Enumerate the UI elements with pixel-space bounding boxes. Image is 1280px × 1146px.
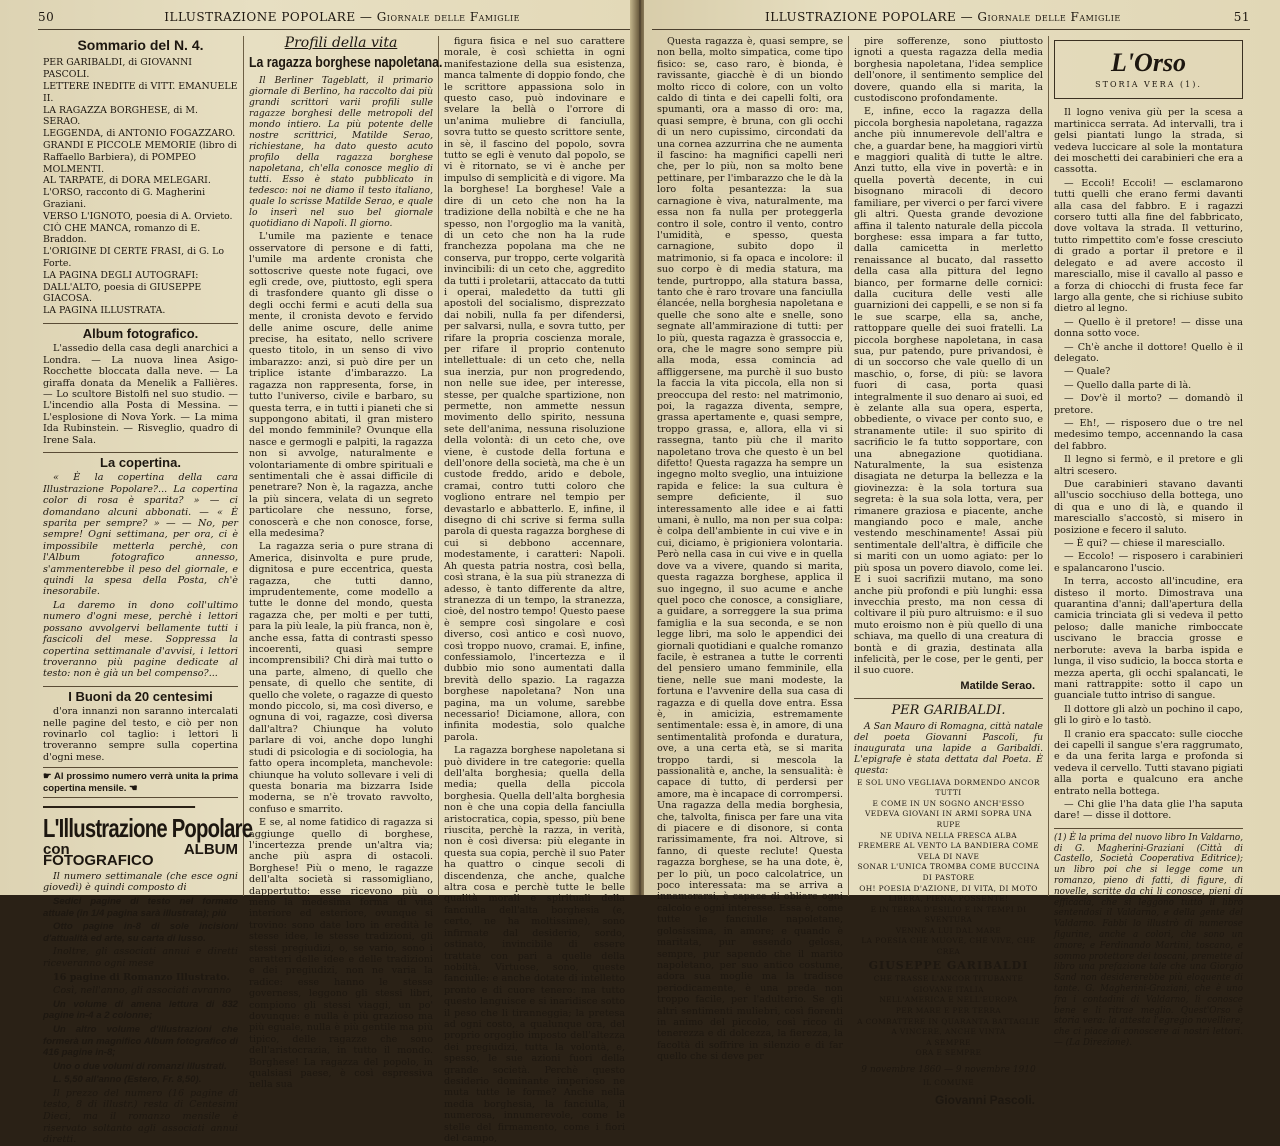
sommario-item[interactable]: LA PAGINA DEGLI AUTOGRAFI: DALL'ALTO, poesia di GIUSEPPE GIACOSA.: [43, 269, 202, 305]
sommario-item[interactable]: AL TARPATE, di DORA MELEGARI.: [43, 175, 211, 187]
article-paragraph: La ragazza borghese napoletana si può dividere in tre categorie: quella dell'alta borghesia; quella della media; quella della piccola borghesia. Quella dell'alta borghesia non è che una copia della fanciulla aristocratica, copia, spesso, più bene riuscita, perchè la razza, in verità, non è così diversa: più elegante in questa sua copia, perchè il suo Pater ha quattro o cinque secoli di discendenza, che anche, qualche altra cosa e perchè tutte le belle qualità morali e spirituali della fanciulla dell'alta borghesia (e, certo, ne ha moltissime), sono infirmate dal desiderio, sordo, ostinato, invincibile di essere trattate con pari a quelle della nobiltà. Virtuose, sono, queste fanciulle: e anche dotate di intelletto pronto e di cuore tenero: ma tutto questo languisce e si inaridisce sotto il peso che li tiranneggia; la pretesa ad ogni costo, a qualunque ora, del proprio orgoglio imposto dell'altezza dei pregiudizi, tutta la volontà, e, spesso, le sue azioni fuori della grande società. Perchè questo desiderio dominante imperioso ne muta tutte le forme? Anche nella media borghesia, la fanciulla, il numerosa, innumerevole, come le stelle del firmamento, come i fiori del campo,: [444, 745, 625, 1144]
story-paragraph: — Chi glie l'ha data glie l'ha saputa dare! — disse il dottore.: [1054, 798, 1243, 822]
story-paragraph: Due carabinieri stavano davanti all'uscio socchiuso della bottega, uno di qua e uno di là, e quando il maresciallo s'accostò, si misero in posizione e fecero il saluto.: [1054, 479, 1243, 536]
ad-line: Sedici pagine di testo nel formato attuale (in 1/4 pagina sarà illustrata); più: [43, 895, 238, 919]
story-paragraph: In terra, accosto all'incudine, era disteso il morto. Dimostrava una quarantina d'anni; dall'apertura della camicia trinciata gli si vedeva il petto peloso; dalle maniche rimboccate uscivano le braccia grosse e nerborute: aveva la barba ispida e lunga, il viso sudicio, la bocca storta e mezza aperta, gli occhi spalancati, le mani rattrappite: sotto il capo un guanciale tutto intriso di sangue.: [1054, 576, 1243, 702]
ad-line: Il numero settimanale (che esce ogni giovedì) è quindi composto di: [43, 870, 238, 894]
right-column-1: [652, 36, 848, 1063]
story-paragraph: Il dottore gli alzò un pochino il capo, gli lo girò e lo tastò.: [1054, 703, 1243, 727]
article-paragraph: E, infine, ecco la ragazza della piccola borghesia napoletana, ragazza anche più innumerevole dell'altra e che, a guardar bene, ha maggiori virtù e maggiori qualità di tutte le altre. Anzi tutto, ella vive in povertà: e in quella povertà decente, in cui bisognano miracoli di decoro familiare, per viverci o per farci vivere gli altri. Questa grande devozione affina il talento naturale della piccola borghese: essa impara a far tutto, dalla camicetta in merletto renaissance al bucato, dal rassetto della casa alla pittura del legno bianco, per formarne delle cornici: dalla cucitura delle vesti alle guarnizioni dei cappelli, e se non si fa le sue scarpe, ella sa, anche, rattoppare quelle dei suoi fratelli. La piccola borghese napoletana, in casa sua, pur patendo, pure privandosi, è di un soccorso che vale quello di un maschio, o, forse, di più: se lavora fuori di casa, porta quasi integralmente il suo denaro ai suoi, ed è zelante alla sua opera, esperta, obbediente, o vivace per conto suo, e stranamente utile: il suo spirito di sacrificio le fa tutto sopportare, con una abnegazione quotidiana. Naturalmente, la sua esistenza disagiata ne deturpa la bellezza e la giovinezza: è la sola tortura sua segreta: è la sua sola lotta, vera, per rimanere graziosa e piacente, anche mangiando poco e male, anche vestendo meschinamente! Assai più sentimentale dell'altra, è difficile che si mariti con un uomo agiato: per lo più sposa un povero diavolo, come lei. E i suoi sacrifizii mutano, ma sono anche più profondi e più lunghi: essa invecchia presto, ma non cessa di coltivare il più puro altruismo: e il suo muto eroismo non è più quello di una schiava, ma quello di una creatura di bontà e di grazia, destinata alla infelicità, per le cose, per le genti, per il suo cuore.: [854, 106, 1043, 677]
story-footnote: (1) È la prima del nuovo libro In Valdarno, di G. Magherini-Graziani (Città di Castello, Società Cooperativa Editrice); un libro poi che si legge come un romanzo, pieno di fatti, di figure, di novelle, scritte da chi li conosce, pieni di efficacia, che si leggono tutto il libro sentendosi il Valdarno, e della gente del Valdarno. Fabbi lo illustrò di numerose figurine, anche a colori, che sono un amore; e Ferdinando Martini, toscano, e sommo protettore dei toscani, premette al libro una prefazione tale che una Giorgio Sand non desidererebbe più eloquente di tante. G. Magherini-Graziani, che è uno fra i contadini di Valdarno, li conosce bene e li ritrae meglio. Quest'Orso è storia vera: la attesta l'egregio novelliere, che ci piace di conoscere ai nostri lettori. — (La Direzione).: [1054, 828, 1243, 1049]
story-paragraph: — Dov'è il morto? — domandò il pretore.: [1054, 393, 1243, 416]
epigraph-line: NE UDIVA NELLA FRESCA ALBA: [879, 830, 1018, 840]
epigraph-author: GIUSEPPE GARIBALDI: [868, 958, 1029, 972]
running-header: [652, 10, 1250, 30]
sommario-item[interactable]: VERSO L'IGNOTO, poesia di A. Orvieto.: [43, 210, 233, 222]
ad-line: Uno o due volumi di romanzi illustrati.: [53, 1060, 227, 1072]
page-number: 50: [38, 10, 55, 24]
epigraph-line: OH! POESIA D'AZIONE, DI VITA, DI MOTO: [859, 883, 1038, 893]
article-signature: Matilde Serao.: [960, 679, 1035, 692]
epigraph-line: A VINCERE, ANCHE VINTA: [891, 1027, 1006, 1037]
article-kicker: Profili della vita: [284, 35, 398, 51]
epigraph-line: E IN TERRA D'ESILIO E IN TEMPI DI SVENTURA: [870, 904, 1027, 925]
story-paragraph: — Quale?: [1064, 366, 1111, 378]
epigraph-line: LIBERA, PIENA, POSSENTE!: [888, 894, 1009, 904]
album-text: L'assedio della casa degli anarchici a Londra. — La nuova linea Asigo-Rocchette bloccata dalla neve. — La giraffa donata da Menelik a Fallières. — Lo scultore Bistolfi nel suo studio. — L'incendio alla Posta di Messina. — L'esplosione di Nova York. — La mima Ida Rubinstein. — Risveglio, quadro di Irene Sala.: [43, 343, 238, 446]
ad-line: Otto pagine in-8 di sole incisioni d'attualità ed arte, su carta di lusso.: [43, 921, 238, 944]
article-paragraph: Questa ragazza è, quasi sempre, se non bella, molto simpatica, come tipo fisico: se, caso raro, è bionda, è ravissante, giacchè è di un biondo molto ricco di colore, con un volto caldo di tinta e dei capelli folti, ora spumanti, ora a masso di oro: ma, quasi sempre, è bruna, con gli occhi di un nero cupissimo, circondati da una cornea azzurrina che ne aumenta il fascino: ha magnifici capelli neri che, per lo più, non sa molto bene pettinare, per l'imbarazzo che le dà la loro folta pesantezza: la sua carnagione è viva, naturalmente, ma essa non fa nulla per proteggerla contro il sole, contro il vento, contro l'umidità, e spesso, questa carnagione, subito dopo il matrimonio, si fa opaca e incolore: il suo corpo è di media statura, ma tende, purtroppo, alla statura bassa, tanto che è raro trovare una fanciulla élancée, nella borghesia napoletana e quelle che sono alte e snelle, sono segnate all'ammirazione di tutti: per lo più, questa ragazza è grassoccia e, ora, che le magre sono sempre più alla moda, essa comincia ad affliggersene, ma purchè il suo busto la faccia la vita piccola, ella non si preoccupa del resto: nel matrimonio, poi, la ragazza diventa, sempre, grassa apertamente e, quasi sempre, troppo grassa, e, allora, ella vi si rassegna, tanto più che il marito napoletano trova che questo è un bel difetto! Questa ragazza ha sempre un ingegno molto sveglio, una intuizione rapida e felice: la sua cultura è sempre deficiente, il suo interessamento alle idee e ai fatti umani, è nullo, ma non per sua colpa: è colpa dell'ambiente in cui vive e in cui, diciamo, è prigioniera volontaria. Però nella casa in cui vive e in quella dove va a vivere, quando si marita, questa ragazza borghese, applica il suo ingegno, il suo acume e anche quel poco che conosce, a consigliare, a guidare, a sorreggere la sua prima famiglia e la sua seconda, e se non legge libri, ma solo le appendici dei giornali quotidiani e qualche romanzo facile, è estranea a tutte le correnti del pensiero umano femminile, ella tiene, nelle sue mani modeste, la fortuna e l'avvenire della sua casa di ragazza e di quella dove entra. Essa è, in amicizia, estremamente sentimentale: essa è, in amore, di una sentimentalità profonda e duratura, ove, a una certa età, se si marita troppo tardi, si mescola la passionalità e, anche, la sensualità: è capace di tutto, di perdersi per amore, ma è incapace di corrompersi. Una ragazza della media borghesia, che, talvolta, finisca per fare una vita di piacere e di disonore, si conta rarissimamente, fra noi. Altrove, si fanno, di queste reclute! Questa ragazza borghese, se ha una dote, è, per lo più, un poco calcolatrice, un poco interessata: ma se arriva a innamorarsi, è capace di obliare ogni calcolo e ogni interesse. Essa è, come tutte le fanciulle napoletane, golosissima, in amore; e quando è maritata, pur essendo gelosa, sempre, pur sapendo che il marito napoletano, per suo antico costume, adora sua moglie ma la tradisce periodicamente, è una preda non troppo facile, per l'adulterio. Se gli altri sentimenti muliebri, così fiorenti in animo del piccolo, così ricco di tenerezza e di dolcezza, la fierezza, la facoltà di soffrire in silenzio e di far quello che si deve per: [657, 36, 843, 1063]
epigraph-line: CHE TRASSE L'ANCOR TITUBANTE GIOVANE ITALIA: [873, 974, 1024, 994]
story-paragraph: — Eh!, — risposero due o tre nel medesimo tempo, accennando la casa del fabbro.: [1054, 417, 1243, 452]
right-column-3: [1048, 36, 1248, 1048]
story-title: L'Orso: [1110, 48, 1187, 77]
story-paragraph: — Quello è il pretore! — disse una donna sotto voce.: [1054, 316, 1243, 340]
epigraph-line: NELL'AMERICA E NELL'EUROPA: [879, 995, 1018, 1005]
poem-title: PER GARIBALDI.: [854, 698, 1043, 716]
next-issue-notice: ☛ Al prossimo numero verrà unita la prima copertina mensile. ☚: [43, 767, 238, 798]
article-paragraph: figura fisica e nel suo carattere morale, è così schietta in ogni manifestazione della sua esistenza, manca talmente di doppio fondo, che le scrittore appassiona solo in questo caso, può indovinare e svelare la bellà o l'orrore di un'anima muliebre di fanciulla, sovra tutto se questo scrittore sente, in sè, il fascino del popolo, sovra tutto se egli è venuto dal popolo, se vi è ritornato, se vi è anche per impulso di semplicità e di vigore. Ma la borghese! La borghese! Vale a dire di un ceto che non ha la tradizione della nobiltà e che ne ha spesso, non l'orgoglio ma la vanità, di un ceto che non ha la rude franchezza popolana ma che ne conserva, pur troppo, certe volgarità invincibili: di un ceto che, aggredito da tutti i proletarii, attaccato da tutti i operai, maledetto da tutti gli apostoli del socialismo, disprezzato dai nobili, nulla fa per difendersi, per salvarsi, nulla, e sovra tutto, per rifare la propria coscienza morale, per rifare il proprio contenuto intellettuale: di un ceto che, nella sua inerzia, pur non progredendo, non nelle sue idee, per interesse, stesse, per qualche spartizione, non permette, non ammette nessun movimento dello spirito, nessuna sete dell'anima, nessuna risoluzione della volontà: di un ceto che, ove viene, è custode della fortuna e dell'onore della società, ma che è un custode freddo, arido e debole, cramai, contro tutti coloro che vogliono entrare nel tempio per devastarlo e abbatterlo. E, infine, il disegno di chi scrive si ferma sulla parola di questa ragazza borghese di cui si debbono accennare, modestamente, i caratteri: Napoli. Ah questa patria nostra, così bella, così strana, è la sua più stranezza di adesso, è tanto differente da altre, stranezza di un tempo, la stranezza, cioè, del nostro tempo! Questo paese è sempre così singolare e così diverso, così antico e così nuovo, così troppo nuovo, cramai. E, infine, confessiamolo, l'incertezza e il dubbio mio sono aumentati dalla brevità dello spazio. La ragazza borghese napoletana? Non una pagina, ma un volume, sarebbe necessario! Diciamone, allora, con infinita modestia, solo qualche parola.: [444, 36, 625, 743]
story-paragraph: — È qui? — chiese il maresciallo.: [1064, 538, 1226, 550]
sommario-item[interactable]: L'ORIGINE DI CERTE FRASI, di G. Lo Forte.: [43, 246, 225, 269]
sommario-item[interactable]: LA PAGINA ILLUSTRATA.: [43, 305, 166, 317]
album-title: Album fotografico.: [43, 323, 238, 339]
ad-subtitle: con ALBUM FOTOGRAFICO: [43, 840, 238, 870]
article-intro: Il Berliner Tageblatt, il primario giornale di Berlino, ha raccolto dai più grandi scrittori varii profili sulle ragazze borghesi delle metropoli del mondo intiero. La più potente delle nostre scrittrici, Matilde Serao, richiestane, ha dato questo acuto profilo della ragazza borghese napoletana, ch'ella conosce meglio di tutti. Esso è stato pubblicato in tedesco: noi ne diamo il testo italiano, quale lo scrisse Matilde Serao, e quale lo inserì nel suo bel giornale quotidiano di Napoli. Il giorno.: [249, 75, 433, 230]
left-column-3: [438, 36, 630, 1144]
sommario-item[interactable]: LETTERE INEDITE di VITT. EMANUELE II.: [43, 81, 238, 104]
epigraph-line: E SOL UNO VEGLIAVA DORMENDO ANCOR TUTTI: [857, 777, 1040, 798]
epigraph-line: LA POESIA CHE MUOVE, CHE VIVE, CHE CREA: [861, 936, 1036, 957]
epigraph-line: A COMBATTERE IN QUARANTA BATTAGLIE: [857, 1016, 1040, 1026]
epigraph-line: ORA E SEMPRE: [915, 1048, 982, 1058]
sommario-item[interactable]: L'ORSO, racconto di G. Magherini Graziani.: [43, 187, 206, 210]
epigraph-line: FREMERE AL VENTO LA BANDIERA COME VELA DI NAVE: [858, 841, 1039, 861]
right-page: [644, 0, 1280, 1107]
running-head-title: ILLUSTRAZIONE POPOLARE — Giornale delle Famiglie: [164, 10, 520, 24]
epigraph-line: VENNE A LUI DAL MARE: [895, 925, 1002, 935]
ad-line: Un altro volume d'illustrazioni che formerà un magnifico Album fotografico di 416 pagine in-8;: [43, 1023, 238, 1059]
page-number: 51: [1233, 10, 1250, 24]
poem-intro: A San Mauro di Romagna, città natale del poeta Giovanni Pascoli, fu inaugurata una lapide a Garibaldi. L'epigrafe è stata dettata dal Poeta. È questa:: [854, 720, 1043, 776]
story-paragraph: — Eccolo! — risposero i carabinieri e spalancarono l'uscio.: [1054, 551, 1243, 574]
ad-line: Un volume di amena lettura di 832 pagine in-4 a 2 colonne;: [43, 998, 238, 1022]
sommario-title: Sommario del N. 4.: [77, 37, 204, 53]
running-header: [38, 10, 630, 30]
story-paragraph: — Ch'è anche il dottore! Quello è il delegato.: [1054, 341, 1243, 364]
ad-title: L'Illustrazione Popolare: [43, 806, 195, 842]
ad-line: L. 5,50 all'anno (Estero, Fr. 8,50).: [53, 1074, 202, 1086]
story-paragraph: Il legno si fermò, e il pretore e gli altri scesero.: [1054, 454, 1243, 477]
copertina-text-2: La daremo in dono coll'ultimo numero d'ogni mese, perchè i lettori possano avvolgervi bellamente tutti i fascicoli del mese. Soppressa la copertina settimanale d'avvisi, i lettori troveranno più pagine dedicate al testo: non è già un bel compenso?...: [43, 599, 238, 680]
sommario-item[interactable]: GRANDI E PICCOLE MEMORIE (libro di Raffaello Barbiera), di POMPEO MOLMENTI.: [43, 139, 237, 175]
sommario-item[interactable]: PER GARIBALDI, di GIOVANNI PASCOLI.: [43, 57, 192, 81]
copertina-text: « È la copertina della cara Illustrazione Popolare?... La copertina color di rosa è sparita? » — ci domandano alcuni abbonati. — « È sparita per sempre? » — — No, per sempre! Ogni settimana, per ora, ci è impossibile metterla perchè, con l'Album fotografico annesso, s'ammenterebbe il peso del giornale, e quindi la spesa della Posta, ch'è inesorabile.: [43, 472, 238, 598]
story-subtitle: STORIA VERA (1).: [1095, 80, 1202, 89]
epigraph-by: IL COMUNE: [922, 1078, 975, 1088]
buoni-title: I Buoni da 20 centesimi: [43, 686, 238, 702]
right-column-2: [848, 36, 1048, 1107]
ad-line: Così, nell'anno, gli associati avranno: [53, 985, 232, 997]
epigraph-line: SONAR L'UNICA TROMBA COME BUCCINA DI PASTORE: [857, 862, 1040, 882]
epigraph-line: VEDEVA GIOVANI IN ARMI SOPRA UNA RUPE: [865, 809, 1032, 829]
epigraph: [854, 778, 1043, 1059]
sommario-item[interactable]: LEGGENDA, di ANTONIO FOGAZZARO.: [43, 128, 236, 140]
copertina-title: La copertina.: [43, 452, 238, 468]
article-paragraph: pire sofferenze, sono piuttosto ignoti a questa ragazza della media borghesia napoletana, l'idea semplice dell'onore, il sentimento semplice del dovere, quando ella si marita, la custodiscono profondamente.: [854, 36, 1043, 105]
epigraph-dates: 9 novembre 1860 — 9 novembre 1910: [861, 1065, 1036, 1075]
story-paragraph: Il cranio era spaccato: sulle ciocche dei capelli il sangue s'era raggrumato, e da una ferita larga e profonda si vedeva il cervello. Tutti stavano pigiati alla porta e qualcuno era anche entrato nella bottega.: [1054, 728, 1243, 797]
article-title: La ragazza borghese napoletana.: [249, 54, 443, 72]
ad-line: 16 pagine di Romanzo Illustrato.: [53, 971, 230, 983]
epigraph-line: A SEMPRE: [926, 1037, 971, 1047]
article-paragraph: L'umile ma paziente e tenace osservatore di persone e di fatti, l'umile ma ardente cronista che sottoscrive queste note fugaci, ove egli crede, ove, piuttosto, egli spera di trasfondere quanto gli disse o degli occhi fermi e acuti della sua mente, il cronista devoto e fervido delle anime oscure, delle anime precise, ha esitato, nello scrivere questo titolo, in un senso di vivo imbarazzo: anzi, si può dire per un triplice istante d'imbarazzo. La ragazza non rappresenta, forse, in tutto l'universo, civile e barbaro, su questa terra, e in tutti i pianeti che si suppongono abitati, il gran mistero del mondo femminile? Ovunque ella nasce e germogli e palpiti, la ragazza non si avvolge, naturalmente e volontariamente di ombre spirituali e sentimentali che è assai difficile di penetrare? Non è, la ragazza, anche la più sincera, velata di un segreto particolare che nessuno, forse, conoscerà e che non conosce, forse, ella medesima?: [249, 231, 433, 539]
story-paragraph: Il logno veniva giù per la scesa a martinicca serrata. Ad intervalli, tra i gelsi piantati lungo la strada, si vedeva luccicare al sole la montatura dei moschetti dei carabinieri che era a cassotta.: [1054, 107, 1243, 176]
ad-line: Inoltre, gli associati annui e diretti riceveranno ogni mese: [43, 946, 238, 969]
running-head-title: ILLUSTRAZIONE POPOLARE — Giornale delle Famiglie: [765, 10, 1121, 24]
left-column-2: [243, 35, 443, 1091]
left-column-1: [38, 36, 253, 1146]
story-paragraph: — Quello dalla parte di là.: [1064, 379, 1192, 391]
story-paragraph: — Eccoli! Eccoli! — esclamarono tutti quelli che erano fermi davanti alla casa del fabbro. E i ragazzi corsero tutti alla fine del fabbricato, dove voltava la strada. Il vetturino, tutto rimpettito com'e fosse cresciuto di grado a portar il pretore e il delegato e ad avere accosto il maresciallo, mise il cavallo al passo e a forza di chiocchi di frusta fece far largo alla gente, che si richiuse subito dietro al legno.: [1054, 177, 1243, 315]
left-page: [0, 0, 636, 1146]
story-title-box: [1054, 40, 1243, 99]
article-paragraph: E se, al nome fatidico di ragazza si aggiunge quello di borghese, l'incertezza prende un'altra via; anche più aspra di ostacoli. Borghese! Più o meno, le ragazze dell'alta società si rassomigliano, dappertutto: esse ricevono più o meno la medesima forma di vita interiore ed esteriore, ovunque si trovino: sono date loro in eredità le stesse idee, le stesse tradizioni, gli stessi pregiudizi, o, se vario, sono i caratteri delle idee e delle tradizioni e dei pregiudizi, non ne varia la radice: esse hanno le stesse governess, leggono gli stessi libri, compiono gli stessi viaggi, un po' dovunque: e nulla è più grazioso ma più eguale, nulla è più gentile ma più tipico, delle ragazze che sono dell'aristocrazia, in tutto il mondo. Borghese! La ragazza del popolo, in qualsiasi paese, è così espressiva nella sua: [249, 817, 433, 1091]
sommario-item[interactable]: LA RAGAZZA BORGHESE, di M. SERAO.: [43, 104, 198, 128]
epigraph-line: PER MARE E PER TERRA: [895, 1006, 1002, 1016]
epigraph-line: E COME IN UN SOGNO ANCH'ESSO: [872, 798, 1025, 808]
poem-signature: Giovanni Pascoli.: [934, 1093, 1035, 1107]
ad-line: Il prezzo del numero (16 pagine di testo, 8 di illustr.) resta di Centesimi Dieci, ma il romanzo mensile è riservato soltanto agli associati annui diretti.: [43, 1087, 238, 1146]
buoni-text: d'ora innanzi non saranno intercalati nelle pagine del testo, e ciò per non rovinarlo col taglio: i lettori li troveranno sempre sulla copertina d'ogni mese.: [43, 706, 238, 763]
sommario-list: [43, 57, 238, 317]
article-paragraph: La ragazza seria o pure strana di America, disinvolta e pure prude, dignitosa e pure eccentrica, questa ragazza, che tutti danno, imprudentemente, come modello a tutte le donne del mondo, questa ragazza che, per molti e per tutti, para la più leale, la più franca, non è, anche essa, fatta di contrasti spesso incoerenti, quasi sempre incomprensibili? Chi dirà mai tutto o una parte, almeno, di quello che pensate, di quello che sentite, di quello che volete, o ragazze di questo mondo piccolo, si, ma così diverso, e ognuna di voi, ragazze, così diversa dall'altra? Chiunque ha voluto parlare di voi, anche dopo lunghi studi di psicologia e di sociologia, ha fatto opera incompleta, manchevole: chiunque ha voluto sollevare i veli di questa bonaria ma bizzarra Iside moderna, se n'è trovato ravvolto, confuso e smarrito.: [249, 541, 433, 815]
sommario-item[interactable]: CIÒ CHE MANCA, romanzo di E. Braddon.: [43, 222, 201, 246]
